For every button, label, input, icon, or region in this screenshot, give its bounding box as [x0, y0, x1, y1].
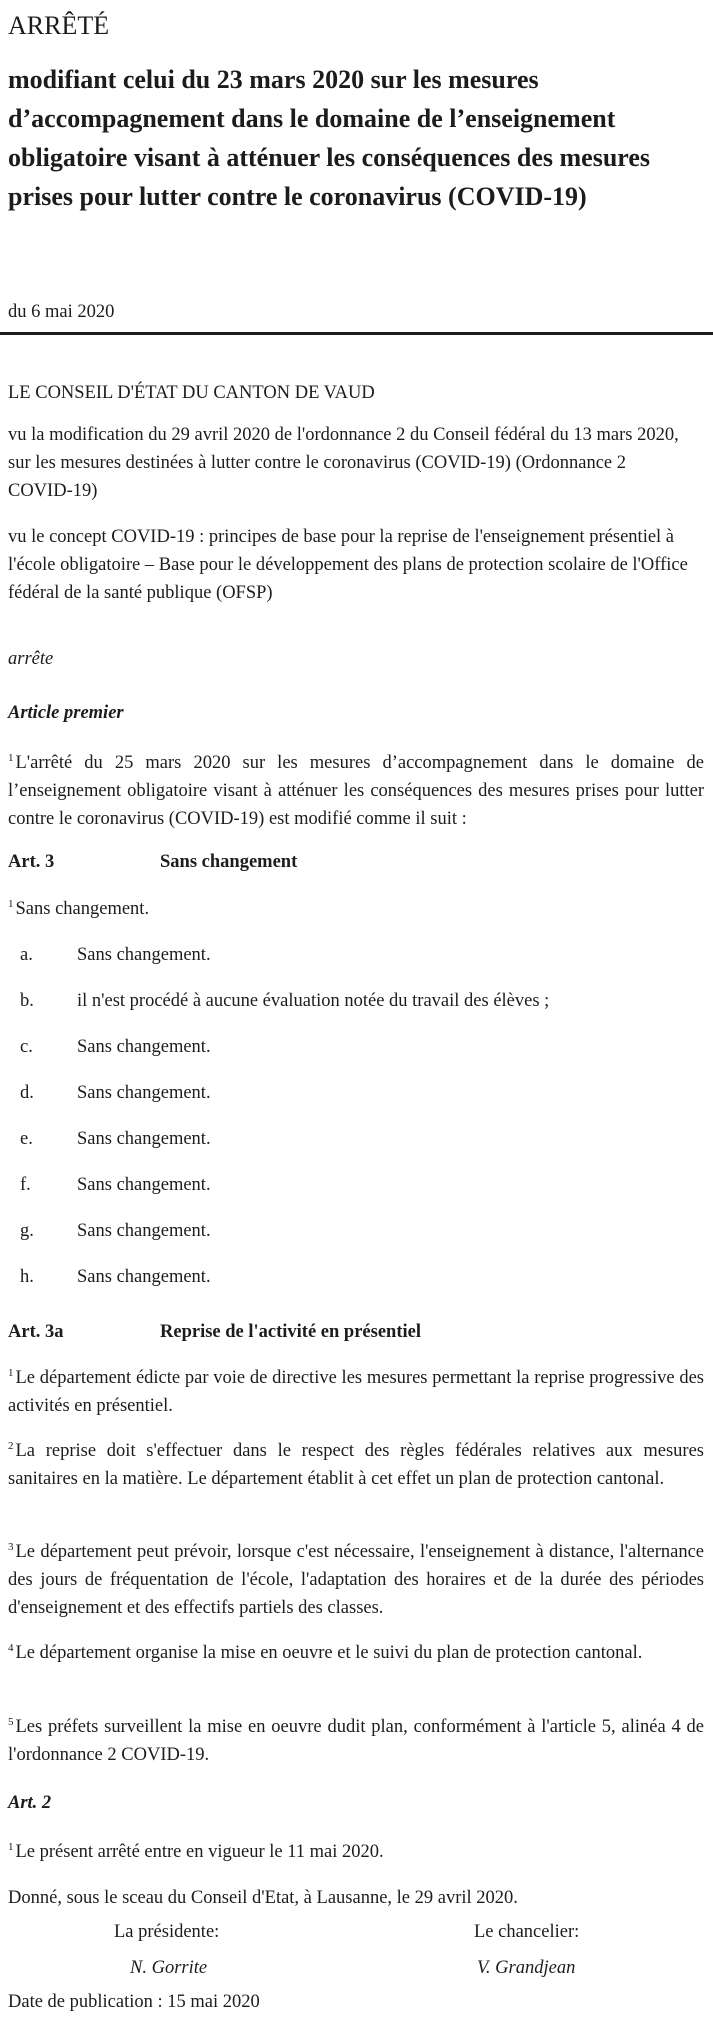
- list-item-label: h.: [20, 1267, 34, 1287]
- art-3a-paragraph: [8, 1538, 704, 1622]
- art-3a-paragraph: [8, 1364, 704, 1420]
- chancellor-name: V. Grandjean: [477, 1958, 576, 1978]
- list-item-text: Sans changement.: [77, 945, 211, 965]
- art-3-number: Art. 3: [8, 852, 55, 872]
- paragraph-number: 3: [8, 1541, 14, 1553]
- decision: arrête: [8, 649, 54, 669]
- doc-type: ARRÊTÉ: [8, 11, 110, 40]
- paragraph-number: 1: [8, 898, 14, 910]
- paragraph-text: Les préfets surveillent la mise en oeuvre dudit plan, conformément à l'article 5, alinéa 4 de l'ordonnance 2 COVID-19.: [8, 1717, 704, 1765]
- list-item: [0, 1217, 713, 1263]
- doc-date: du 6 mai 2020: [8, 302, 115, 322]
- list-item: [0, 941, 713, 987]
- list-item: [0, 987, 713, 1033]
- list-item-label: a.: [20, 945, 33, 965]
- art-3-title: Sans changement: [160, 852, 298, 872]
- paragraph-number: 1: [8, 1841, 14, 1853]
- art-3a-paragraph: [8, 1713, 704, 1769]
- list-item-text: Sans changement.: [77, 1175, 211, 1195]
- list-item-text: Sans changement.: [77, 1083, 211, 1103]
- list-item: [0, 1033, 713, 1079]
- paragraph-number: 1: [8, 1367, 14, 1379]
- art-2-heading: Art. 2: [8, 1793, 52, 1813]
- list-item: [0, 1125, 713, 1171]
- paragraph-text: L'arrêté du 25 mars 2020 sur les mesures d’accompagnement dans le domaine de l’enseignement obligatoire visant à atténuer les conséquences des mesures prises pour lutter contre le coronavirus (COVID-19) est modifié comme il suit :: [8, 753, 704, 829]
- paragraph-text: La reprise doit s'effectuer dans le respect des règles fédérales relatives aux mesures sanitaires en la matière. Le département établit à cet effet un plan de protection cantonal.: [8, 1441, 704, 1489]
- paragraph-number: 1: [8, 752, 14, 764]
- list-item: [0, 1263, 713, 1309]
- paragraph-text: Le département organise la mise en oeuvre et le suivi du plan de protection cantonal.: [15, 1643, 643, 1663]
- paragraph-text: Le département peut prévoir, lorsque c'est nécessaire, l'enseignement à distance, l'alternance des jours de fréquentation de l'école, l'adaptation des horaires et de la durée des périodes d'enseignement et des effectifs partiels des classes.: [8, 1542, 704, 1618]
- art-3a-number: Art. 3a: [8, 1322, 64, 1342]
- list-item-label: d.: [20, 1083, 34, 1103]
- president-name: N. Gorrite: [130, 1958, 208, 1978]
- list-item-label: e.: [20, 1129, 33, 1149]
- list-item-text: Sans changement.: [77, 1221, 211, 1241]
- header-divider: [0, 332, 713, 335]
- authority: LE CONSEIL D'ÉTAT DU CANTON DE VAUD: [8, 383, 375, 403]
- list-item-text: il n'est procédé à aucune évaluation notée du travail des élèves ;: [77, 991, 550, 1011]
- list-item-text: Sans changement.: [77, 1129, 211, 1149]
- list-item-label: g.: [20, 1221, 34, 1241]
- president-role: La présidente:: [114, 1922, 220, 1942]
- article-premier-paragraph: [8, 749, 704, 833]
- paragraph-number: 2: [8, 1440, 14, 1452]
- list-item: [0, 1079, 713, 1125]
- list-item-text: Sans changement.: [77, 1037, 211, 1057]
- considerant-1: vu la modification du 29 avril 2020 de l'ordonnance 2 du Conseil fédéral du 13 mars 2020, sur les mesures destinées à lutter contre le coronavirus (COVID-19) (Ordonnance 2 COVID-19): [8, 425, 679, 501]
- list-item-label: b.: [20, 991, 34, 1011]
- paragraph-number: 4: [8, 1642, 14, 1654]
- paragraph-text: Le présent arrêté entre en vigueur le 11 mai 2020.: [15, 1842, 384, 1862]
- art-3a-title: Reprise de l'activité en présentiel: [160, 1322, 421, 1342]
- art-3a-paragraph: [8, 1639, 704, 1667]
- list-item-text: Sans changement.: [77, 1267, 211, 1287]
- list-item-label: f.: [20, 1175, 31, 1195]
- list-item: [0, 1171, 713, 1217]
- article-premier-heading: Article premier: [8, 703, 124, 723]
- doc-title: modifiant celui du 23 mars 2020 sur les mesures d’accompagnement dans le domaine de l’enseignement obligatoire visant à atténuer les conséquences des mesures prises pour lutter contre le coronavirus (COVID-19): [8, 65, 651, 211]
- paragraph-text: Le département édicte par voie de directive les mesures permettant la reprise progressive des activités en présentiel.: [8, 1368, 704, 1416]
- list-item-label: c.: [20, 1037, 33, 1057]
- art-3a-paragraph: [8, 1437, 704, 1493]
- art-2-paragraph: [8, 1838, 384, 1866]
- paragraph-text: Sans changement.: [15, 899, 150, 919]
- considerant-2: vu le concept COVID-19 : principes de base pour la reprise de l'enseignement présentiel à l'école obligatoire – Base pour le développement des plans de protection scolaire de l'Office fédéral de la santé publique (OFSP): [8, 527, 688, 603]
- chancellor-role: Le chancelier:: [474, 1922, 580, 1942]
- publication-date: Date de publication : 15 mai 2020: [8, 1992, 260, 2012]
- given-clause: Donné, sous le sceau du Conseil d'Etat, à Lausanne, le 29 avril 2020.: [8, 1888, 518, 1908]
- art-3-paragraph: [8, 895, 149, 923]
- paragraph-number: 5: [8, 1716, 14, 1728]
